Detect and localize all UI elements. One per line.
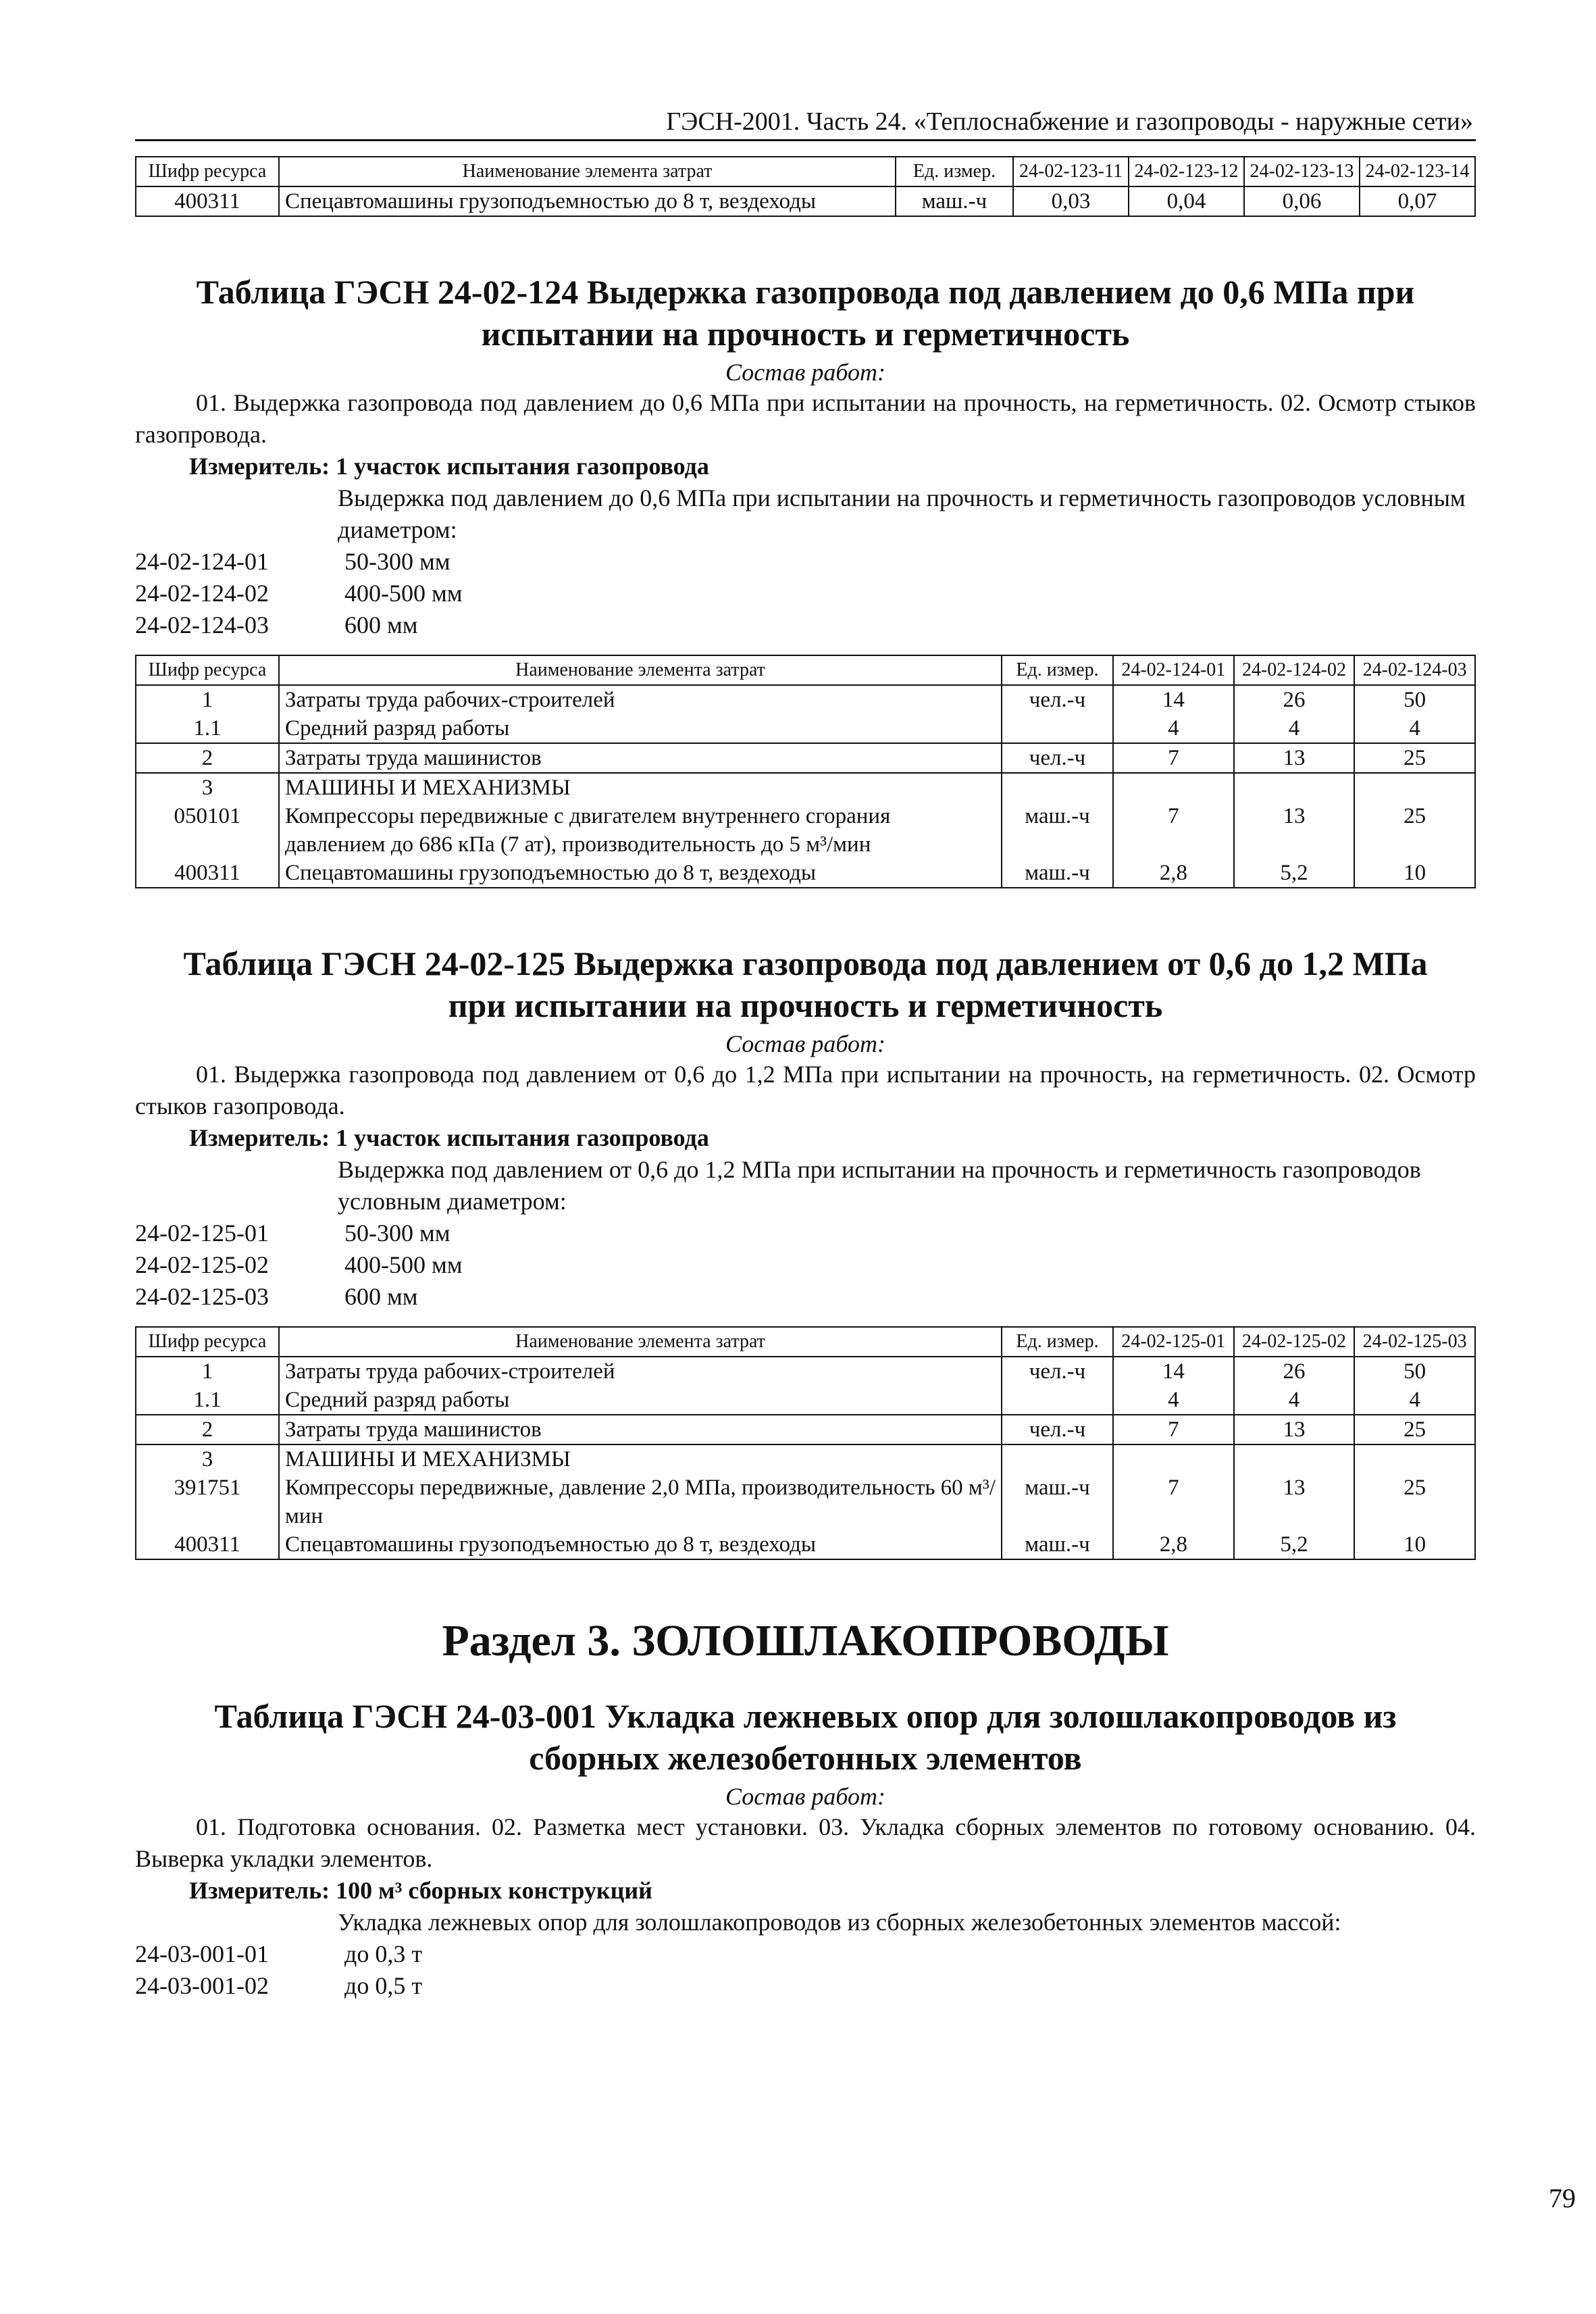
row-value <box>1354 773 1475 802</box>
table-row <box>136 773 1475 802</box>
row-value: 7 <box>1113 1474 1234 1530</box>
row-value <box>1354 1444 1475 1474</box>
row-code: 1.1 <box>136 714 279 743</box>
table-row <box>136 1415 1475 1444</box>
row-name: Затраты труда рабочих-строителей <box>279 1357 1002 1386</box>
work-composition-label: Состав работ: <box>725 1030 885 1057</box>
table-24-02-123-continuation <box>135 156 1476 217</box>
row-value: 4 <box>1113 714 1234 743</box>
row-name: Затраты труда машинистов <box>279 743 1002 773</box>
norm-code: 24-03-001-01 <box>135 1940 269 1967</box>
norm-code: 24-02-125-02 <box>135 1251 269 1278</box>
row-value: 26 <box>1234 685 1355 714</box>
norm-code-value: 50-300 мм <box>344 548 451 575</box>
norm-code-row <box>135 1281 1476 1313</box>
row-unit: маш.-ч <box>1002 802 1113 859</box>
col-header: 24-02-125-03 <box>1354 1327 1475 1357</box>
table-title-24-02-124: Таблица ГЭСН 24-02-124 Выдержка газопровода под давлением до 0,6 МПа при испытании на прочность и герметичность <box>196 273 1415 353</box>
row-code: 1 <box>136 685 279 714</box>
norm-code: 24-02-125-01 <box>135 1219 269 1247</box>
row-value: 13 <box>1234 802 1355 859</box>
row-value: 2,8 <box>1113 1530 1234 1559</box>
row-name: МАШИНЫ И МЕХАНИЗМЫ <box>279 773 1002 802</box>
row-name: Средний разряд работы <box>279 1386 1002 1415</box>
norm-code-row <box>135 1217 1476 1249</box>
page-number: 79 <box>1549 2183 1576 2213</box>
row-value: 7 <box>1113 743 1234 773</box>
table-row <box>136 1357 1475 1386</box>
col-header: 24-02-124-01 <box>1113 655 1234 685</box>
norm-description: Укладка лежневых опор для золошлакопроводов из сборных железобетонных элементов массой: <box>338 1909 1341 1936</box>
norm-code: 24-02-124-01 <box>135 548 269 575</box>
table-row <box>136 1444 1475 1474</box>
measure-unit: Измеритель: 1 участок испытания газопровода <box>189 453 709 480</box>
page <box>135 101 1476 2002</box>
row-unit: чел.-ч <box>1002 1357 1113 1386</box>
row-value: 25 <box>1354 1474 1475 1530</box>
row-unit: маш.-ч <box>1002 1474 1113 1530</box>
work-composition-label: Состав работ: <box>725 359 885 386</box>
row-value: 26 <box>1234 1357 1355 1386</box>
norm-code: 24-02-124-02 <box>135 580 269 607</box>
row-value: 0,06 <box>1244 186 1360 216</box>
norm-code-value: 50-300 мм <box>344 1219 451 1247</box>
col-name-header: Наименование элемента затрат <box>279 1327 1002 1357</box>
norm-code-row <box>135 1970 1476 2002</box>
col-header: 24-02-125-01 <box>1113 1327 1234 1357</box>
norm-code-row <box>135 609 1476 641</box>
row-value: 25 <box>1354 802 1475 859</box>
row-name: Затраты труда машинистов <box>279 1415 1002 1444</box>
norm-code-value: 400-500 мм <box>344 1251 463 1278</box>
row-value <box>1234 1444 1355 1474</box>
work-composition-text: 01. Подготовка основания. 02. Разметка мест установки. 03. Укладка сборных элементов по готовому основанию. 04. Выверка укладки элементов. <box>135 1813 1476 1872</box>
row-code: 400311 <box>136 859 279 888</box>
row-value <box>1113 1444 1234 1474</box>
col-header: 24-02-125-02 <box>1234 1327 1355 1357</box>
norm-code-list <box>135 546 1476 641</box>
row-value <box>1234 773 1355 802</box>
row-value: 0,07 <box>1360 186 1475 216</box>
row-value <box>1113 773 1234 802</box>
col-header: 24-02-123-11 <box>1013 157 1129 186</box>
row-unit: чел.-ч <box>1002 1415 1113 1444</box>
row-name: Спецавтомашины грузоподъемностью до 8 т, вездеходы <box>279 186 896 216</box>
row-unit: маш.-ч <box>1002 859 1113 888</box>
row-value: 4 <box>1234 1386 1355 1415</box>
row-unit: чел.-ч <box>1002 743 1113 773</box>
norm-code-value: 600 мм <box>344 1283 418 1310</box>
work-composition-text: 01. Выдержка газопровода под давлением от 0,6 до 1,2 МПа при испытании на прочность, на герметичность. 02. Осмотр стыков газопровода. <box>135 1061 1476 1120</box>
row-unit: маш.-ч <box>896 186 1013 216</box>
row-value: 4 <box>1354 1386 1475 1415</box>
work-composition-label: Состав работ: <box>725 1783 885 1810</box>
norm-description: Выдержка под давлением от 0,6 до 1,2 МПа при испытании на прочность и герметичность газопроводов условным диаметром: <box>338 1156 1421 1215</box>
norm-code-value: 400-500 мм <box>344 580 463 607</box>
norm-code: 24-02-124-03 <box>135 611 269 638</box>
row-value: 14 <box>1113 1357 1234 1386</box>
row-value: 10 <box>1354 1530 1475 1559</box>
row-value: 25 <box>1354 1415 1475 1444</box>
col-header: 24-02-123-12 <box>1129 157 1244 186</box>
row-code: 2 <box>136 1415 279 1444</box>
col-header: 24-02-123-13 <box>1244 157 1360 186</box>
row-value: 2,8 <box>1113 859 1234 888</box>
table-row <box>136 714 1475 743</box>
row-unit <box>1002 714 1113 743</box>
norm-code-list <box>135 1938 1476 2002</box>
row-name: Компрессоры передвижные с двигателем внутреннего сгорания давлением до 686 кПа (7 ат), производительность до 5 м³/мин <box>279 802 1002 859</box>
norm-code: 24-02-125-03 <box>135 1283 269 1310</box>
norm-code-row <box>135 1249 1476 1281</box>
row-name: МАШИНЫ И МЕХАНИЗМЫ <box>279 1444 1002 1474</box>
col-unit-header: Ед. измер. <box>1002 1327 1113 1357</box>
row-value: 25 <box>1354 743 1475 773</box>
table-row <box>136 743 1475 773</box>
row-name: Затраты труда рабочих-строителей <box>279 685 1002 714</box>
norm-code-row <box>135 546 1476 578</box>
norm-code-row <box>135 1938 1476 1970</box>
table-row <box>136 1530 1475 1559</box>
row-value: 14 <box>1113 685 1234 714</box>
row-name: Средний разряд работы <box>279 714 1002 743</box>
row-code: 3 <box>136 773 279 802</box>
row-value: 0,04 <box>1129 186 1244 216</box>
norm-description: Выдержка под давлением до 0,6 МПа при испытании на прочность и герметичность газопроводов условным диаметром: <box>338 484 1466 543</box>
norm-code-value: до 0,5 т <box>344 1972 423 1999</box>
row-value: 50 <box>1354 1357 1475 1386</box>
table-24-02-125 <box>135 1326 1476 1560</box>
row-name: Компрессоры передвижные, давление 2,0 МПа, производительность 60 м³/мин <box>279 1474 1002 1530</box>
table-row <box>136 1474 1475 1530</box>
row-value: 7 <box>1113 1415 1234 1444</box>
running-header: ГЭСН-2001. Часть 24. «Теплоснабжение и газопроводы - наружные сети» <box>135 101 1476 141</box>
col-header: 24-02-124-02 <box>1234 655 1355 685</box>
row-value: 4 <box>1234 714 1355 743</box>
table-24-02-124 <box>135 655 1476 888</box>
row-name: Спецавтомашины грузоподъемностью до 8 т, вездеходы <box>279 859 1002 888</box>
table-row <box>136 186 1475 216</box>
norm-code-value: 600 мм <box>344 611 418 638</box>
col-code-header: Шифр ресурса <box>136 1327 279 1357</box>
row-value: 13 <box>1234 1474 1355 1530</box>
row-unit: чел.-ч <box>1002 685 1113 714</box>
row-code: 1 <box>136 1357 279 1386</box>
col-code-header: Шифр ресурса <box>136 655 279 685</box>
row-value: 4 <box>1354 714 1475 743</box>
table-row <box>136 802 1475 859</box>
table-title-24-02-125: Таблица ГЭСН 24-02-125 Выдержка газопровода под давлением от 0,6 до 1,2 МПа при испытании на прочность и герметичность <box>183 945 1428 1024</box>
row-value: 0,03 <box>1013 186 1129 216</box>
col-header: 24-02-123-14 <box>1360 157 1475 186</box>
row-value: 50 <box>1354 685 1475 714</box>
row-value: 10 <box>1354 859 1475 888</box>
row-code: 400311 <box>136 1530 279 1559</box>
row-code: 2 <box>136 743 279 773</box>
norm-code-list <box>135 1217 1476 1313</box>
col-name-header: Наименование элемента затрат <box>279 655 1002 685</box>
measure-unit: Измеритель: 100 м³ сборных конструкций <box>189 1877 652 1904</box>
section-title: Раздел 3. ЗОЛОШЛАКОПРОВОДЫ <box>442 1616 1169 1665</box>
col-unit-header: Ед. измер. <box>1002 655 1113 685</box>
row-value: 4 <box>1113 1386 1234 1415</box>
row-value: 13 <box>1234 743 1355 773</box>
norm-code-value: до 0,3 т <box>344 1940 423 1967</box>
row-unit: маш.-ч <box>1002 1530 1113 1559</box>
row-name: Спецавтомашины грузоподъемностью до 8 т, вездеходы <box>279 1530 1002 1559</box>
row-code: 400311 <box>136 186 279 216</box>
col-unit-header: Ед. измер. <box>896 157 1013 186</box>
row-value: 5,2 <box>1234 859 1355 888</box>
col-header: 24-02-124-03 <box>1354 655 1475 685</box>
row-code: 3 <box>136 1444 279 1474</box>
norm-code-row <box>135 578 1476 609</box>
norm-code: 24-03-001-02 <box>135 1972 269 1999</box>
row-value: 5,2 <box>1234 1530 1355 1559</box>
col-name-header: Наименование элемента затрат <box>279 157 896 186</box>
row-code: 391751 <box>136 1474 279 1530</box>
row-code: 1.1 <box>136 1386 279 1415</box>
row-code: 050101 <box>136 802 279 859</box>
row-unit <box>1002 773 1113 802</box>
row-value: 7 <box>1113 802 1234 859</box>
row-unit <box>1002 1386 1113 1415</box>
row-value: 13 <box>1234 1415 1355 1444</box>
table-row <box>136 1386 1475 1415</box>
table-title-24-03-001: Таблица ГЭСН 24-03-001 Укладка лежневых опор для золошлакопроводов из сборных железобетонных элементов <box>214 1697 1397 1777</box>
col-code-header: Шифр ресурса <box>136 157 279 186</box>
row-unit <box>1002 1444 1113 1474</box>
table-row <box>136 859 1475 888</box>
work-composition-text: 01. Выдержка газопровода под давлением до 0,6 МПа при испытании на прочность, на герметичность. 02. Осмотр стыков газопровода. <box>135 389 1476 448</box>
measure-unit: Измеритель: 1 участок испытания газопровода <box>189 1124 709 1151</box>
table-row <box>136 685 1475 714</box>
